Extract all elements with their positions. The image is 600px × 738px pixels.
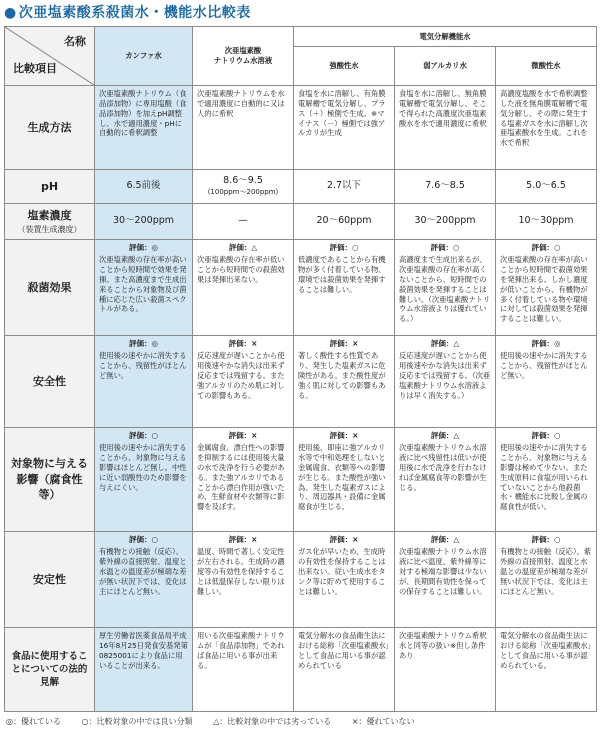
row-label-ph: pH	[5, 170, 95, 204]
legend-poor: ×：優れていない	[351, 717, 415, 726]
row-ph	[5, 170, 597, 204]
concentration-label-sub: （装置生成濃度）	[17, 224, 82, 234]
cell-corr-camphor	[95, 428, 193, 532]
legend-fair: △：比較対象の中では劣っている	[213, 717, 332, 726]
cell-safety-camphor	[95, 336, 193, 428]
legend-good: ○：比較対象の中では良い分類	[81, 717, 193, 726]
row-label-sterilization: 殺菌効果	[5, 240, 95, 336]
row-safety	[5, 336, 597, 428]
cell-stab-camphor	[95, 532, 193, 628]
row-label-concentration	[5, 204, 95, 240]
eval-corr-camphor: 評価：○	[128, 431, 159, 440]
eval-stab-slight-acid: 評価：○	[531, 535, 561, 544]
row-concentration	[5, 204, 597, 240]
eval-corr-strong-acid: 評価：×	[329, 431, 359, 440]
cell-production-camphor: 次亜塩素酸ナトリウム（食品添加物）に専用塩酸（食品添加物）を加えpH調整し、水で適用濃度・pHに自動的に希釈調整	[95, 86, 193, 170]
cell-ph-sodium	[193, 170, 294, 204]
cell-conc-strong-acid: 20〜60ppm	[294, 204, 395, 240]
cell-stab-strong-acid	[294, 532, 395, 628]
header-strong-acid: 強酸性水	[294, 47, 395, 86]
eval-safety-weak-alkaline: 評価：△	[430, 339, 460, 348]
cell-safety-strong-acid	[294, 336, 395, 428]
eval-stab-sodium: 評価：×	[228, 535, 258, 544]
cell-law-strong-acid: 電気分解水の食品衛生法における総称「次亜塩素酸水」として食品に用いる事が認められている	[294, 628, 395, 712]
cell-safety-slight-acid	[496, 336, 597, 428]
ph-sodium-subnote: (100ppm〜200ppm)	[207, 188, 279, 197]
text-steril-strong-acid: 低濃度であることから有機物が多く付着している物、環境では殺菌効果を発揮することは難しい。	[298, 255, 386, 294]
eval-steril-slight-acid: 評価：○	[531, 243, 561, 252]
cell-steril-strong-acid	[294, 240, 395, 336]
eval-corr-slight-acid: 評価：○	[531, 431, 561, 440]
text-corr-slight-acid: 使用後の速やかに消失することから、対象物に与える影響は極めて少ない。また生成原料に食塩が用いられていないことから他殺菌水・機能水に比較し金属の腐食性が低い。	[500, 443, 588, 512]
eval-stab-weak-alkaline: 評価：△	[430, 535, 460, 544]
text-steril-slight-acid: 次亜塩素酸の存在率が高いことから短時間で殺菌効果を発揮出来る。しかし濃度が低いことから、有機物が多く付着している物や環境に対しては殺菌効果を発揮することは難しい。	[500, 255, 588, 324]
cell-corr-slight-acid	[496, 428, 597, 532]
cell-ph-strong-acid: 2.7以下	[294, 170, 395, 204]
row-label-food-law: 食品に使用することについての法的見解	[5, 628, 95, 712]
text-safety-slight-acid: 使用後の速やかに消失することから、残留性がほとんど無い。	[500, 351, 588, 380]
header-electrolyzed-group: 電気分解機能水	[294, 27, 597, 47]
header-name-label: 名称	[64, 35, 86, 48]
header-weak-alkaline: 弱アルカリ水	[395, 47, 496, 86]
cell-production-strong-acid: 食塩を水に溶解し、有角膜電解槽で電気分解し、プラス（＋）極側で生成。※マイナス（－）極側では強アルカリが生成	[294, 86, 395, 170]
text-safety-camphor: 使用後の速やかに消失することから、残留性がほとんど無い。	[99, 351, 187, 380]
legend-excellent: ◎：優れている	[6, 717, 61, 726]
text-stab-sodium: 温度、時間で著しく安定性が左右される。生成時の濃度等の有効性を保持することは低温保存しない限りは難しい。	[197, 547, 285, 596]
text-steril-weak-alkaline: 高濃度まで生成出来るが、次亜塩素酸の存在率が高くないことから、短時間での殺菌効果を発揮することは難しい。（次亜塩素酸ナトリウム水溶液よりは優れている。）	[399, 255, 491, 324]
text-stab-slight-acid: 有機物との接触（反応）、紫外線の直接照射、温度と水温との温度差が極端な差が無い状況下では、変化は主にほとんど無い。	[500, 547, 592, 596]
cell-ph-weak-alkaline: 7.6〜8.5	[395, 170, 496, 204]
row-production	[5, 86, 597, 170]
header-sodium: 次亜塩素酸 ナトリウム水溶液	[193, 27, 294, 86]
legend	[6, 716, 432, 727]
cell-law-weak-alkaline: 次亜塩素酸ナトリウム希釈水と同等の扱い※但し条件あり	[395, 628, 496, 712]
text-stab-camphor: 有機物との接触（反応）、紫外線の直接照射、温度と水温との温度差が極端な差が無い状況下では、変化は主にほとんど無い。	[99, 547, 187, 596]
eval-safety-slight-acid: 評価：◎	[531, 339, 561, 348]
header-corner	[5, 27, 95, 86]
cell-safety-weak-alkaline	[395, 336, 496, 428]
cell-corr-strong-acid	[294, 428, 395, 532]
eval-stab-strong-acid: 評価：×	[329, 535, 359, 544]
cell-law-camphor: 厚生労働省医薬食品局平成16年8月25日発食安基発第0825001により食品に用いることが出来る。	[95, 628, 193, 712]
cell-steril-sodium	[193, 240, 294, 336]
cell-stab-weak-alkaline	[395, 532, 496, 628]
concentration-label: 塩素濃度	[27, 209, 72, 223]
text-safety-weak-alkaline: 反応速度が遅いことから使用後速やかな消失は出来ず反応までは残留する。（次亜塩素酸ナトリウム水溶液よりは早く消失する。）	[399, 351, 491, 400]
eval-safety-strong-acid: 評価：×	[329, 339, 359, 348]
text-corr-weak-alkaline: 次亜塩素酸ナトリウム水溶液に比べ残留性は低いが使用後に水で洗浄を行わなければ金属腐食等の影響が生じる。	[399, 443, 487, 492]
cell-conc-slight-acid: 10〜30ppm	[496, 204, 597, 240]
row-sterilization	[5, 240, 597, 336]
text-corr-sodium: 金属腐食、漂白性への影響を抑制するには使用後大量の水で洗浄を行う必要がある。また強アルカリであることから漂白作用が強いため、生鮮食材や衣類等に影響を及ぼす。	[197, 443, 285, 512]
header-slight-acid: 微酸性水	[496, 47, 597, 86]
cell-law-sodium: 用いる次亜塩素酸ナトリウムが「食品添加物」であれば食品に用いる事が出来る。	[193, 628, 294, 712]
page-title: ● 次亜塩素酸系殺菌水・機能水比較表	[4, 5, 251, 21]
text-corr-strong-acid: 使用後、即座に強アルカリ水等で中和処理をしないと金属腐食、衣類等への影響が生じる。また酸性が強い為、発生した塩素ガスにより、周辺器具・設備に金属腐食が生じる。	[298, 443, 386, 512]
cell-stab-sodium	[193, 532, 294, 628]
row-label-corrosion: 対象物に与える影響（腐食性等）	[5, 428, 95, 532]
eval-corr-weak-alkaline: 評価：△	[430, 431, 460, 440]
row-label-production: 生成方法	[5, 86, 95, 170]
text-steril-sodium: 次亜塩素酸の存在率が低いことから短時間での殺菌効果は発揮出来ない。	[197, 255, 285, 284]
cell-production-weak-alkaline: 食塩を水に溶解し、無角膜電解槽で電気分解し、そこで得られた高濃度次亜塩素酸水を水で適用濃度に希釈	[395, 86, 496, 170]
cell-corr-sodium	[193, 428, 294, 532]
cell-law-slight-acid: 電気分解水の食品衛生法における総称「次亜塩素酸水」として食品に用いる事が認められている。	[496, 628, 597, 712]
cell-production-sodium: 次亜塩素酸ナトリウムを水で適用濃度に自動的に又は人的に希釈	[193, 86, 294, 170]
cell-corr-weak-alkaline	[395, 428, 496, 532]
header-item-label: 比較項目	[13, 62, 57, 76]
header-camphor: カンファ水	[95, 27, 193, 86]
text-stab-weak-alkaline: 次亜塩素酸ナトリウム水溶液に比べ温度、紫外線等に対する極端な影響は少ないが、長期間有効性を保っての保存することは難しい。	[399, 547, 487, 596]
row-label-stability: 安定性	[5, 532, 95, 628]
eval-steril-strong-acid: 評価：○	[329, 243, 359, 252]
row-label-safety: 安全性	[5, 336, 95, 428]
eval-corr-sodium: 評価：×	[228, 431, 258, 440]
row-corrosion	[5, 428, 597, 532]
row-food-law	[5, 628, 597, 712]
text-safety-sodium: 反応速度が遅いことから使用後速やかな消失は出来ず反応までは残留する。また強アルカリのため肌に対しての影響もある。	[197, 351, 285, 400]
comparison-table	[4, 26, 597, 712]
eval-safety-camphor: 評価：◎	[128, 339, 159, 348]
text-stab-strong-acid: ガス化が早いため、生成時の有効性を保持することは出来ない。従い生成水をタンク等に貯めて使用することは難しい。	[298, 547, 386, 596]
eval-steril-camphor: 評価：◎	[128, 243, 159, 252]
text-steril-camphor: 次亜塩素酸の存在率が高いことから短時間で効果を発揮。また高濃度まで生成出来ることから対象物及び菌種に応じた広い殺菌スペクトルがある。	[99, 255, 187, 314]
cell-production-slight-acid: 高濃度塩酸を水で希釈調整した液を無角膜電解槽で電気分解し、その際に発生する塩素ガスを水に溶解し次亜塩素酸水を生成。これを水で希釈	[496, 86, 597, 170]
cell-steril-weak-alkaline	[395, 240, 496, 336]
cell-conc-weak-alkaline: 30〜200ppm	[395, 204, 496, 240]
cell-steril-camphor	[95, 240, 193, 336]
page-title-text: 次亜塩素酸系殺菌水・機能水比較表	[18, 5, 251, 21]
eval-steril-weak-alkaline: 評価：○	[430, 243, 460, 252]
cell-conc-camphor: 30〜200ppm	[95, 204, 193, 240]
eval-steril-sodium: 評価：△	[228, 243, 258, 252]
text-safety-strong-acid: 著しく酸性する性質であり、発生した塩素ガスに危険性がある。また酸性度が強く肌に対しての影響もある。	[298, 351, 386, 400]
cell-ph-camphor: 6.5前後	[95, 170, 193, 204]
row-stability	[5, 532, 597, 628]
cell-ph-slight-acid: 5.0〜6.5	[496, 170, 597, 204]
cell-steril-slight-acid	[496, 240, 597, 336]
text-corr-camphor: 使用後の速やかに消失することから、対象物に与える影響はほとんど無し。中性に近い弱酸性のため影響を与えにくい。	[99, 443, 187, 492]
eval-stab-camphor: 評価：○	[128, 535, 159, 544]
ph-sodium-value: 8.6〜9.5	[223, 175, 263, 187]
eval-safety-sodium: 評価：×	[228, 339, 258, 348]
cell-conc-sodium: —	[193, 204, 294, 240]
cell-stab-slight-acid	[496, 532, 597, 628]
cell-safety-sodium	[193, 336, 294, 428]
